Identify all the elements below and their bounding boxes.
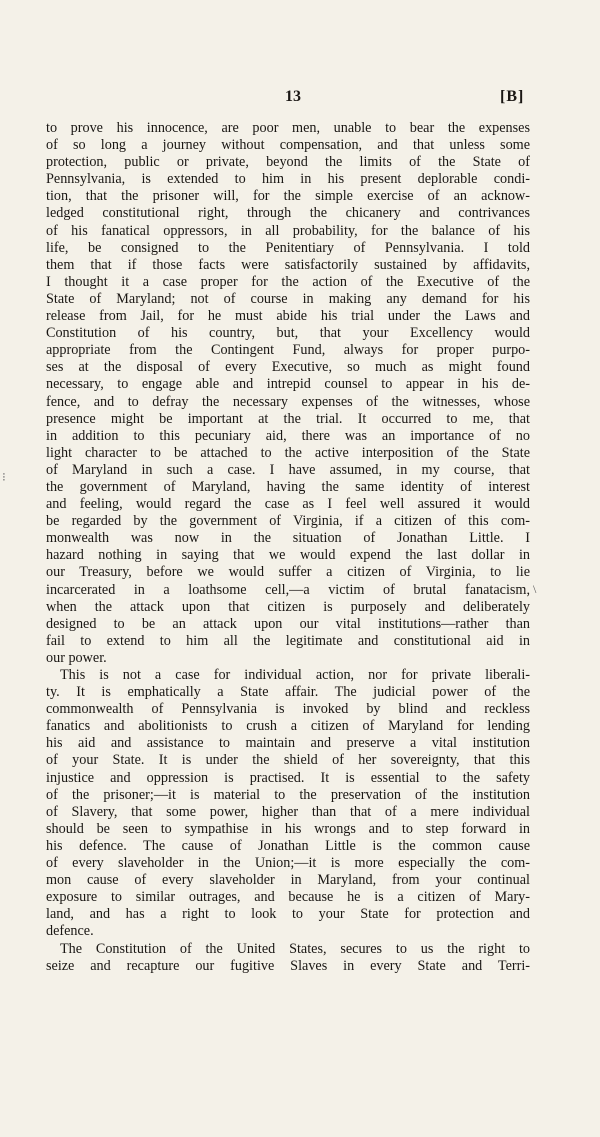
- text-line: of so long a journey without compensation, and that unless some: [46, 137, 530, 154]
- text-line: Constitution of his country, but, that your Excellency would: [46, 325, 530, 342]
- text-line: be regarded by the government of Virginia, if a citizen of this com-: [46, 513, 530, 530]
- text-line: fanatics and abolitionists to crush a citizen of Maryland for lending: [46, 718, 530, 735]
- text-line: life, be consigned to the Penitentiary of Pennsylvania. I told: [46, 239, 530, 256]
- text-line: I thought it a case proper for the action of the Executive of the: [46, 273, 530, 290]
- text-line: appropriate from the Contingent Fund, always for proper purpo-: [46, 342, 530, 359]
- text-line: fence, and to defray the necessary expenses of the witnesses, whose: [46, 393, 530, 410]
- text-line: monwealth was now in the situation of Jonathan Little. I: [46, 530, 530, 547]
- text-line: should be seen to sympathise in his wrongs and to step forward in: [46, 820, 530, 837]
- text-line: of his fanatical oppressors, in all probability, for the balance of his: [46, 222, 530, 239]
- text-line: seize and recapture our fugitive Slaves in every State and Terri-: [46, 957, 530, 974]
- edge-tick-mark: \: [533, 582, 537, 596]
- text-line: and feeling, would regard the case as I feel well assured it would: [46, 496, 530, 513]
- text-line: Pennsylvania, is extended to him in his present deplorable condi-: [46, 171, 530, 188]
- text-line: presence might be important at the trial. It occurred to me, that: [46, 410, 530, 427]
- text-line: of every slaveholder in the Union;—it is more especially the com-: [46, 855, 530, 872]
- page-header: [0, 88, 600, 112]
- text-line: his defence. The cause of Jonathan Little is the common cause: [46, 837, 530, 854]
- text-line: State of Maryland; not of course in making any demand for his: [46, 290, 530, 307]
- text-line: The Constitution of the United States, secures to us the right to: [60, 940, 530, 957]
- text-line: exposure to similar outrages, and because he is a citizen of Mary-: [46, 889, 530, 906]
- text-line: tion, that the prisoner will, for the simple exercise of an acknow-: [46, 188, 530, 205]
- text-line: protection, public or private, beyond the limits of the State of: [46, 154, 530, 171]
- text-line: of Maryland in such a case. I have assumed, in my course, that: [46, 461, 530, 478]
- signature-mark: [B]: [500, 88, 525, 105]
- margin-tick-mark: ⁝: [2, 470, 6, 484]
- text-line: light character to be attached to the active interposition of the State: [46, 444, 530, 461]
- text-line: This is not a case for individual action, nor for private liberali-: [60, 667, 530, 683]
- text-line: necessary, to engage able and intrepid counsel to appear in his de-: [46, 376, 530, 393]
- text-line: of your State. It is under the shield of her sovereignty, that this: [46, 752, 530, 769]
- text-line: our power.: [46, 649, 107, 666]
- text-line: ty. It is emphatically a State affair. The judicial power of the: [46, 684, 530, 701]
- text-line: of the prisoner;—it is material to the preservation of the institution: [46, 786, 530, 803]
- text-line: release from Jail, for he must abide his trial under the Laws and: [46, 308, 530, 325]
- text-line: mon cause of every slaveholder in Maryland, from your continual: [46, 872, 530, 889]
- body-text: [46, 120, 530, 975]
- text-line: ses at the disposal of every Executive, so much as might found: [46, 359, 530, 376]
- text-line: our Treasury, before we would suffer a citizen of Virginia, to lie: [46, 564, 530, 581]
- text-line: commonwealth of Pennsylvania is invoked by blind and reckless: [46, 701, 530, 718]
- page-number: 13: [285, 88, 301, 105]
- text-line: defence.: [46, 923, 94, 940]
- text-line: them that if those facts were satisfactorily sustained by affidavits,: [46, 256, 530, 273]
- text-line: ledged constitutional right, through the chicanery and contrivances: [46, 205, 530, 222]
- text-line: fail to extend to him all the legitimate and constitutional aid in: [46, 632, 530, 649]
- text-line: his aid and assistance to maintain and preserve a vital institution: [46, 735, 530, 752]
- text-line: of Slavery, that some power, higher than that of a mere individual: [46, 803, 530, 820]
- text-line: incarcerated in a loathsome cell,—a victim of brutal fanatacism,: [46, 581, 530, 598]
- text-line: injustice and oppression is practised. It is essential to the safety: [46, 769, 530, 786]
- text-line: hazard nothing in saying that we would expend the last dollar in: [46, 547, 530, 564]
- text-line: the government of Maryland, having the same identity of interest: [46, 478, 530, 495]
- text-line: designed to be an attack upon our vital institutions—rather than: [46, 615, 530, 632]
- text-line: to prove his innocence, are poor men, unable to bear the expenses: [46, 120, 530, 136]
- text-line: when the attack upon that citizen is purposely and deliberately: [46, 598, 530, 615]
- text-line: in addition to this pecuniary aid, there was an importance of no: [46, 427, 530, 444]
- text-line: land, and has a right to look to your State for protection and: [46, 906, 530, 923]
